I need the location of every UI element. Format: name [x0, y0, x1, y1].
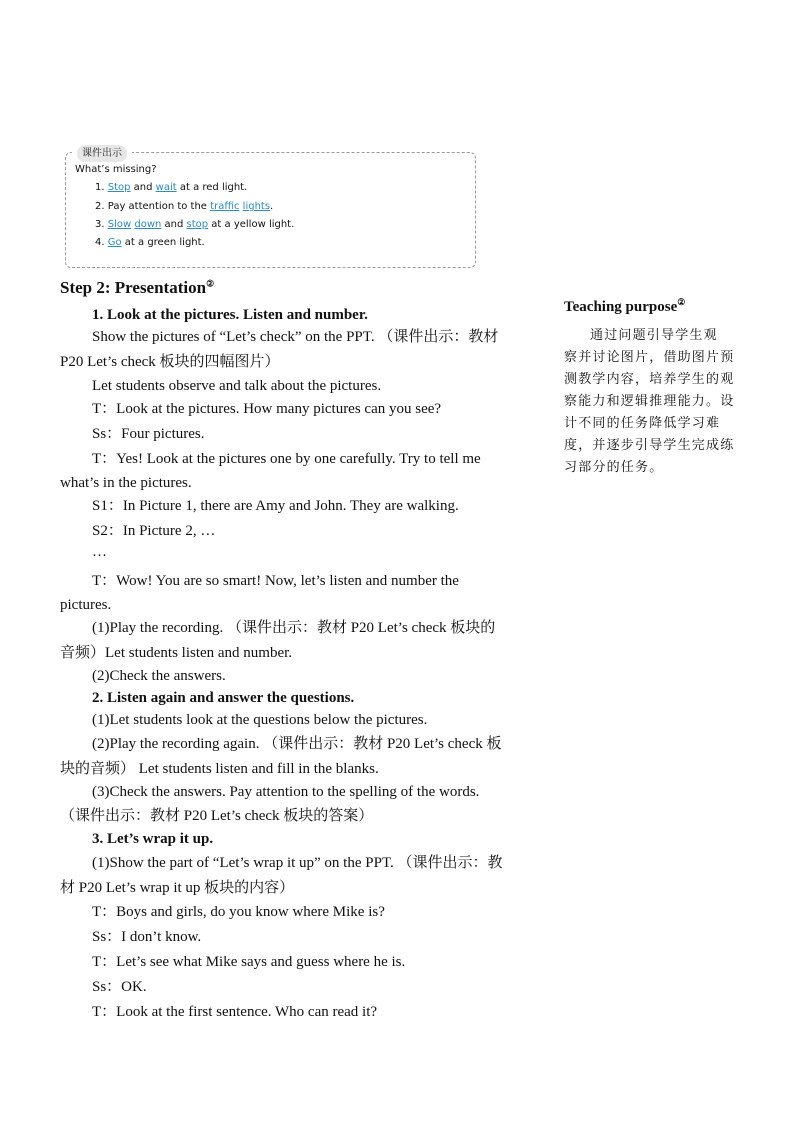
body-line: Ss：I don’t know. — [92, 929, 202, 945]
answer-word: traffic — [210, 201, 240, 212]
body-line: Ss：OK. — [92, 979, 147, 995]
side-note-line: 计不同的任务降低学习难 — [564, 416, 721, 431]
body-line: 1. Look at the pictures. Listen and number. — [92, 307, 368, 323]
body-line: Ss：Four pictures. — [92, 426, 205, 442]
answer-word: down — [134, 219, 162, 230]
body-line: pictures. — [60, 597, 112, 613]
courseware-item: 3. Slow down and stop at a yellow light. — [95, 219, 295, 230]
body-line: what’s in the pictures. — [60, 475, 192, 491]
answer-word: lights — [242, 201, 271, 212]
body-line: （课件出示：教材 P20 Let’s check 板块的答案） — [60, 808, 374, 824]
side-note-line: 通过问题引导学生观 — [590, 328, 718, 343]
body-line: (3)Check the answers. Pay attention to the spelling of the words. — [92, 784, 480, 800]
body-line: (1)Let students look at the questions below the pictures. — [92, 712, 428, 728]
body-line: 音频）Let students listen and number. — [60, 645, 293, 661]
body-line: (1)Show the part of “Let’s wrap it up” on the PPT. （课件出示：教 — [92, 855, 503, 871]
side-note-line: 察能力和逻辑推理能力。设 — [564, 394, 735, 409]
side-note-line: 习部分的任务。 — [564, 460, 664, 475]
courseware-title: What’s missing? — [75, 164, 157, 175]
body-line: 材 P20 Let’s wrap it up 板块的内容） — [60, 880, 295, 896]
answer-word: Go — [107, 237, 122, 248]
courseware-item: 4. Go at a green light. — [95, 237, 205, 248]
body-line: … — [92, 544, 107, 560]
side-note-line: 度，并逐步引导学生完成练 — [564, 438, 735, 453]
answer-word: wait — [155, 182, 177, 193]
side-note-line: 测教学内容，培养学生的观 — [564, 372, 735, 387]
side-note-title: Teaching purpose② — [564, 297, 686, 315]
side-note-line: 察并讨论图片，借助图片预 — [564, 350, 735, 365]
courseware-item: 2. Pay attention to the traffic lights. — [95, 201, 274, 212]
step-heading: Step 2: Presentation② — [60, 278, 215, 297]
body-line: T：Let’s see what Mike says and guess where he is. — [92, 954, 406, 970]
body-line: S1：In Picture 1, there are Amy and John. They are walking. — [92, 498, 459, 514]
body-line: 3. Let’s wrap it up. — [92, 831, 214, 847]
answer-word: Slow — [107, 219, 132, 230]
body-line: T：Look at the first sentence. Who can read it? — [92, 1004, 378, 1020]
body-line: S2：In Picture 2, … — [92, 523, 216, 539]
body-line: T：Yes! Look at the pictures one by one carefully. Try to tell me — [92, 451, 481, 467]
body-line: (2)Play the recording again. （课件出示：教材 P20 Let’s check 板 — [92, 736, 502, 752]
body-line: 2. Listen again and answer the questions. — [92, 690, 355, 706]
courseware-tag: 课件出示 — [72, 145, 132, 162]
body-line: Show the pictures of “Let’s check” on the PPT. （课件出示：教材 — [92, 329, 499, 345]
body-line: P20 Let’s check 板块的四幅图片） — [60, 354, 280, 370]
body-line: Let students observe and talk about the pictures. — [92, 378, 382, 394]
answer-word: stop — [186, 219, 209, 230]
body-line: T：Boys and girls, do you know where Mike is? — [92, 904, 385, 920]
body-line: T：Wow! You are so smart! Now, let’s listen and number the — [92, 573, 459, 589]
answer-word: Stop — [107, 182, 131, 193]
body-line: (1)Play the recording. （课件出示：教材 P20 Let’s check 板块的 — [92, 620, 496, 636]
body-line: 块的音频） Let students listen and fill in the blanks. — [60, 761, 379, 777]
body-line: (2)Check the answers. — [92, 668, 226, 684]
courseware-item: 1. Stop and wait at a red light. — [95, 182, 248, 193]
body-line: T：Look at the pictures. How many pictures can you see? — [92, 401, 442, 417]
